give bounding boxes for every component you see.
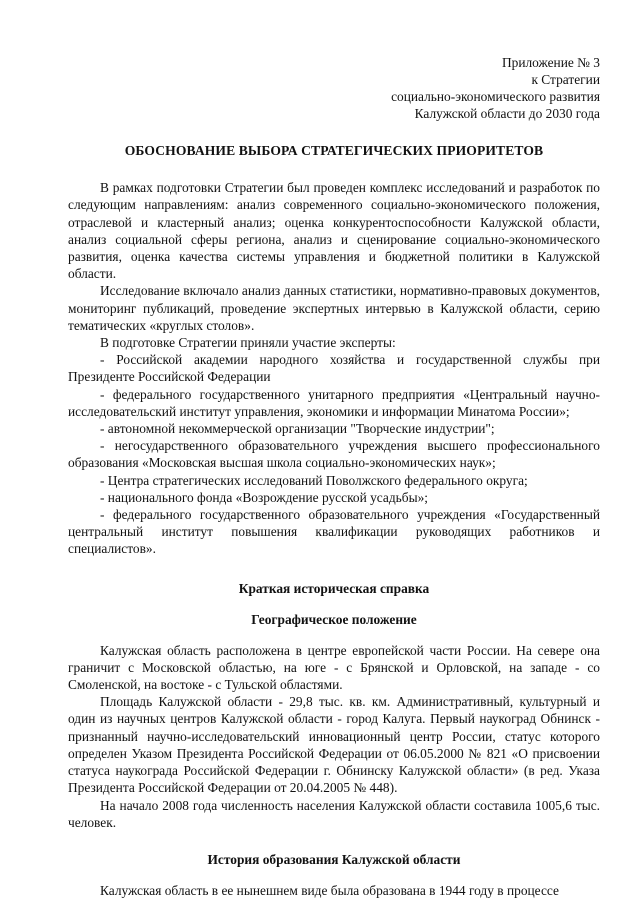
expert-item: - автономной некоммерческой организации "Творческие индустрии";	[100, 421, 495, 437]
expert-item: - негосударственного образовательного учреждения высшего профессионального образования «Московская высшая школа социально-экономических наук»;	[68, 438, 600, 471]
section-heading-geography: Географическое положение	[251, 611, 417, 627]
appendix-header	[68, 54, 600, 122]
section-heading-history: Краткая историческая справка	[238, 580, 430, 596]
section-heading-formation: История образования Калужской области	[207, 851, 461, 867]
geo-paragraph: Калужская область расположена в центре европейской части России. На севере она граничит с Московской областью, на юге - с Брянской и Орловской, на западе - со Смоленской, на востоке - с Тульской областями.	[68, 642, 600, 693]
geography-section	[68, 642, 600, 831]
expert-item: - федерального государственного унитарного предприятия «Центральный научно-исследовательский институт управления, экономики и информации Минатома России»;	[68, 386, 600, 419]
experts-list	[68, 351, 600, 557]
appendix-region-year: Калужской области до 2030 года	[414, 106, 600, 121]
intro-paragraph: В рамках подготовки Стратегии был проведен комплекс исследований и разработок по следующим направлениям: анализ современного социально-экономического положения, отраслевой и кластерный анализ; оценка конкурентоспособности Калужской области, анализ социальной сферы региона, анализ и сценирование социально-экономического развития, оценка качества системы управления и бюджетной политики в Калужской области.	[68, 180, 600, 282]
expert-item: - Центра стратегических исследований Поволжского федерального округа;	[100, 472, 528, 488]
geo-paragraph: Площадь Калужской области - 29,8 тыс. кв. км. Административный, культурный и один из научных центров Калужской области - город Калуга. Первый наукоград Обнинск - признанный научно-исследовательский инновационный центр России, статус которого определен Указом Президента Российской Федерации от 06.05.2000 № 821 «О присвоении статуса наукограда Российской Федерации г. Обнинску Калужской области» (в ред. Указа Президента Российской Федерации от 20.04.2005 № 448).	[68, 694, 600, 796]
appendix-number: Приложение № 3	[501, 55, 600, 70]
expert-item: - Российской академии народного хозяйства и государственной службы при Президенте Российской Федерации	[68, 352, 600, 385]
intro-paragraph: В подготовке Стратегии приняли участие эксперты:	[100, 335, 396, 351]
appendix-development: социально-экономического развития	[391, 89, 600, 104]
formation-section	[68, 882, 600, 899]
expert-item: - национального фонда «Возрождение русской усадьбы»;	[100, 489, 428, 505]
expert-item: - федерального государственного образовательного учреждения «Государственный центральный институт повышения квалификации руководящих работников и специалистов».	[68, 507, 600, 557]
geo-paragraph: На начало 2008 года численность населения Калужской области составила 1005,6 тыс. человек.	[68, 797, 600, 830]
appendix-strategy: к Стратегии	[531, 72, 600, 87]
main-title: ОБОСНОВАНИЕ ВЫБОРА СТРАТЕГИЧЕСКИХ ПРИОРИТЕТОВ	[124, 143, 544, 158]
intro-paragraph: Исследование включало анализ данных статистики, нормативно-правовых документов, мониторинг публикаций, проведение экспертных интервью в Калужской области, серию тематических «круглых столов».	[68, 283, 600, 333]
intro-section	[68, 179, 600, 351]
formation-paragraph: Калужская область в ее нынешнем виде была образована в 1944 году в процессе	[100, 882, 559, 898]
